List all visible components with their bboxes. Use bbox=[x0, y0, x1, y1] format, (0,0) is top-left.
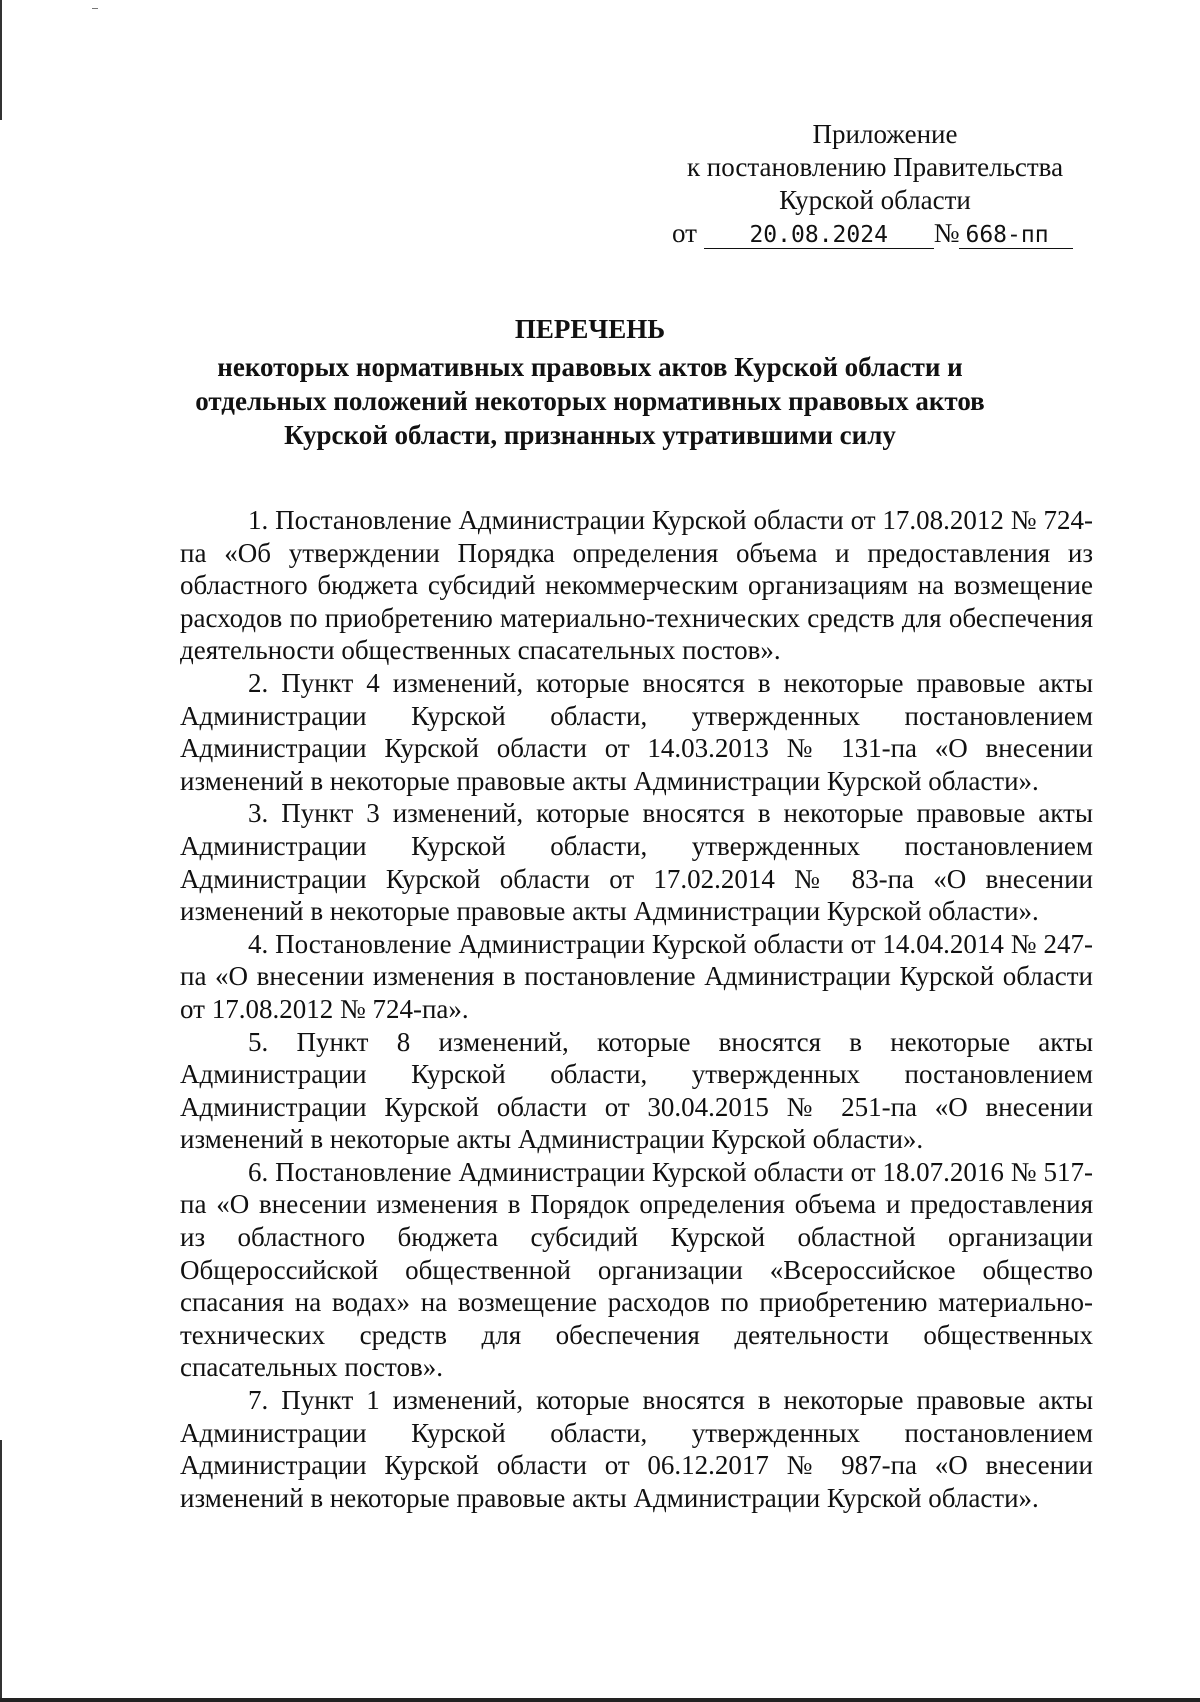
approval-line-appendix: Приложение bbox=[812, 119, 958, 149]
list-item: 7. Пункт 1 изменений, которые вносятся в некоторые правовые акты Администрации Курской области, утвержденных постановлением Администрации Курской области от 06.12.2017 № 987-па «О внесении изменений в некоторые правовые акты Администрации Курской области». bbox=[180, 1385, 1093, 1513]
scan-speck bbox=[92, 8, 98, 9]
scan-edge-left-bottom bbox=[0, 1440, 2, 1702]
document-body bbox=[180, 504, 1093, 1514]
approval-line-resolution: к постановлению Правительства bbox=[686, 152, 1064, 182]
date-prefix: от bbox=[672, 218, 697, 248]
list-item: 6. Постановление Администрации Курской области от 18.07.2016 № 517-па «О внесении изменения в Порядок определения объема и предоставления из областного бюджета субсидий Курской областной организации Общероссийской общественной организации «Всероссийское общество спасания на водах» на возмещение расходов по приобретению материально-технических средств для обеспечения деятельности общественных спасательных постов». bbox=[180, 1156, 1093, 1383]
title-line: некоторых нормативных правовых актов Курской области и bbox=[217, 352, 963, 382]
resolution-number: 668-пп bbox=[959, 222, 1073, 249]
approval-block bbox=[640, 118, 1110, 250]
title-heading: ПЕРЕЧЕНЬ bbox=[514, 314, 666, 344]
scan-edge-bottom bbox=[0, 1698, 1200, 1702]
list-item: 1. Постановление Администрации Курской области от 17.08.2012 № 724-па «Об утверждении Порядка определения объема и предоставления из областного бюджета субсидий некоммерческим организациям на возмещение расходов по приобретению материально-технических средств для обеспечения деятельности общественных спасательных постов». bbox=[180, 505, 1093, 666]
resolution-date: 20.08.2024 bbox=[704, 222, 934, 249]
document-title bbox=[150, 312, 1030, 452]
title-line: Курской области, признанных утратившими силу bbox=[284, 420, 896, 450]
approval-date-line bbox=[672, 217, 1110, 250]
title-line: отдельных положений некоторых нормативных правовых актов bbox=[195, 386, 985, 416]
list-item: 2. Пункт 4 изменений, которые вносятся в некоторые правовые акты Администрации Курской области, утвержденных постановлением Администрации Курской области от 14.03.2013 № 131-па «О внесении изменений в некоторые правовые акты Администрации Курской области». bbox=[180, 667, 1093, 796]
scan-edge-left-top bbox=[0, 0, 2, 120]
number-prefix: № bbox=[933, 218, 960, 248]
list-item: 5. Пункт 8 изменений, которые вносятся в некоторые акты Администрации Курской области, утвержденных постановлением Администрации Курской области от 30.04.2015 № 251-па «О внесении изменений в некоторые акты Администрации Курской области». bbox=[180, 1026, 1093, 1155]
approval-line-region: Курской области bbox=[779, 185, 971, 215]
list-item: 3. Пункт 3 изменений, которые вносятся в некоторые правовые акты Администрации Курской области, утвержденных постановлением Администрации Курской области от 17.02.2014 № 83-па «О внесении изменений в некоторые правовые акты Администрации Курской области». bbox=[180, 798, 1093, 927]
list-item: 4. Постановление Администрации Курской области от 14.04.2014 № 247-па «О внесении изменения в постановление Администрации Курской области от 17.08.2012 № 724-па». bbox=[180, 928, 1093, 1024]
